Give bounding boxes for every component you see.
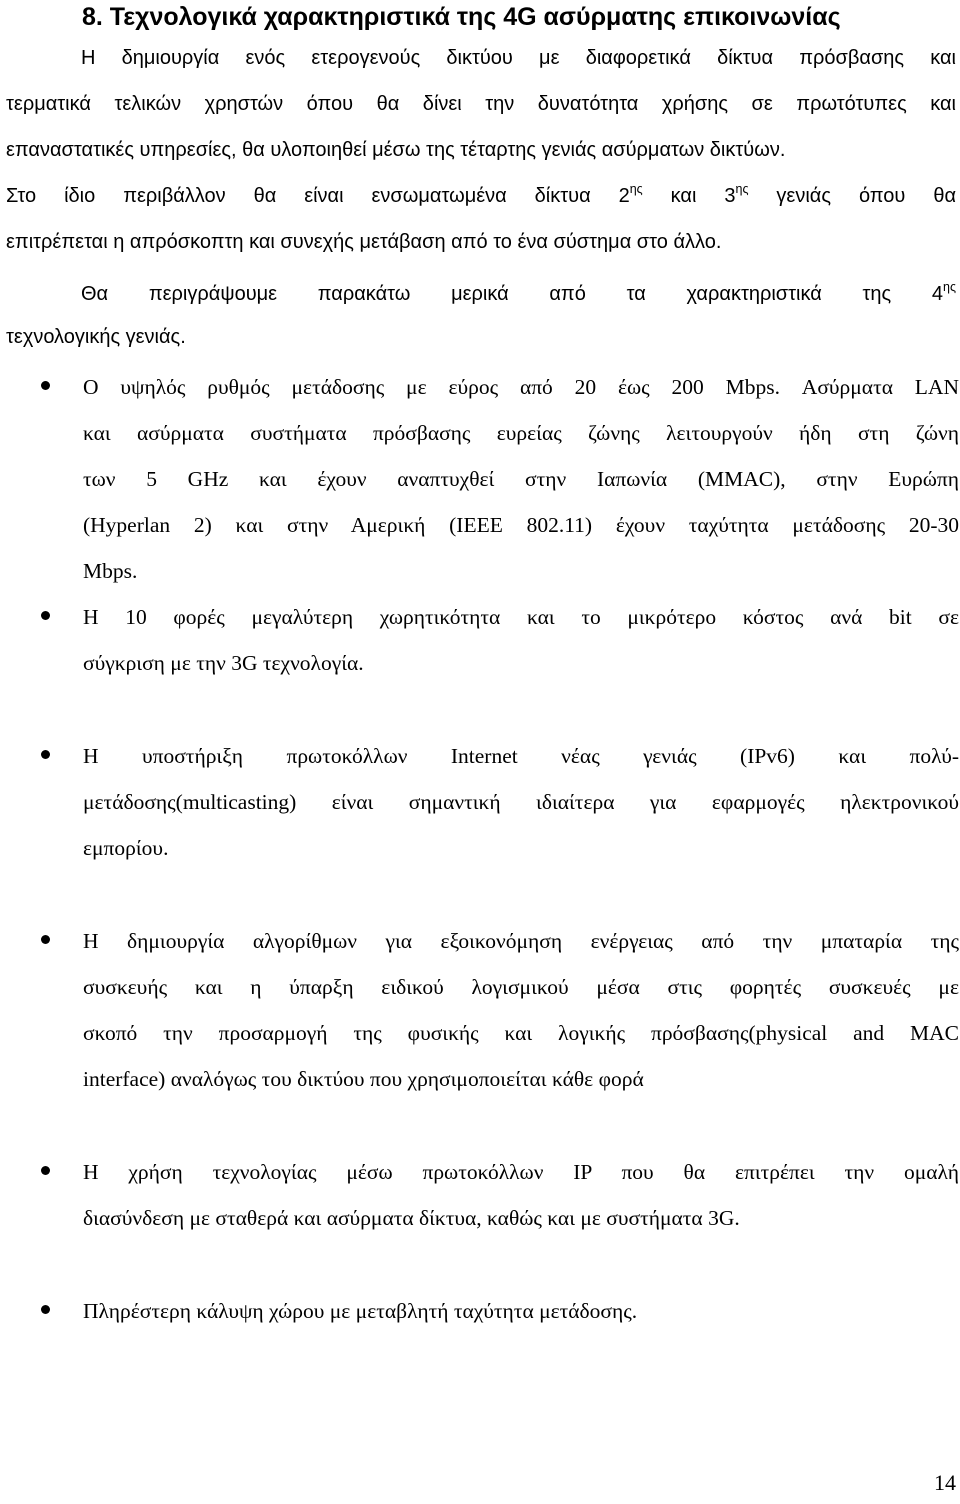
superscript: ης — [943, 280, 956, 294]
bullet-line: σκοπό την προσαρμογή της φυσικής και λογικής πρόσβασης(physical and MAC — [83, 1021, 959, 1045]
bullet-line: Η 10 φορές μεγαλύτερη χωρητικότητα και το μικρότερο κόστος ανά bit σε — [83, 605, 959, 629]
bullet-line: interface) αναλόγως του δικτύου που χρησιμοποιείται κάθε φορά — [83, 1067, 644, 1091]
superscript: ης — [735, 182, 749, 196]
describe-paragraph — [6, 271, 956, 357]
bullet-item — [83, 364, 959, 594]
intro-text: γενιάς όπου θα — [748, 185, 956, 207]
bullet-line: διασύνδεση με σταθερά και ασύρματα δίκτυα, καθώς και με συστήματα 3G. — [83, 1206, 740, 1230]
bullet-line: Η υποστήριξη πρωτοκόλλων Internet νέας γενιάς (IPv6) και πολύ- — [83, 744, 959, 768]
intro-line — [6, 173, 956, 219]
bullet-item — [83, 1149, 959, 1241]
bullet-line: Η δημιουργία αλγορίθμων για εξοικονόμηση ενέργειας από την μπαταρία της — [83, 929, 959, 953]
intro-line: επαναστατικές υπηρεσίες, θα υλοποιηθεί μέσω της τέταρτης γενιάς ασύρματων δικτύων. — [6, 139, 786, 161]
superscript: ης — [629, 182, 643, 196]
bullet-line: και ασύρματα συστήματα πρόσβασης ευρείας ζώνης λειτουργούν ήδη στη ζώνη — [83, 421, 959, 445]
bullet-line: Ο υψηλός ρυθμός μετάδοσης με εύρος από 20 έως 200 Mbps. Ασύρματα LAN — [83, 375, 959, 399]
describe-line: τεχνολογικής γενιάς. — [6, 326, 186, 348]
bullet-line: Η χρήση τεχνολογίας μέσω πρωτοκόλλων IP που θα επιτρέπει την ομαλή — [83, 1160, 959, 1184]
intro-text: Στο ίδιο περιβάλλον θα είναι ενσωματωμένα δίκτυα 2 — [6, 185, 630, 207]
bullet-item — [83, 918, 959, 1102]
bullet-icon — [41, 750, 50, 759]
bullet-icon — [41, 1305, 50, 1314]
section-heading: 8. Τεχνολογικά χαρακτηριστικά της 4G ασύρματης επικοινωνίας — [82, 3, 841, 31]
bullet-line: συσκευής και η ύπαρξη ειδικού λογισμικού μέσα στις φορητές συσκευές με — [83, 975, 959, 999]
bullet-item — [83, 594, 959, 686]
describe-line — [6, 271, 956, 317]
page-number: 14 — [934, 1470, 956, 1495]
bullet-line: εμπορίου. — [83, 836, 169, 860]
bullet-icon — [41, 611, 50, 620]
bullet-item — [83, 1288, 959, 1334]
bullet-line: των 5 GHz και έχουν αναπτυχθεί στην Ιαπωνία (MMAC), στην Ευρώπη — [83, 467, 959, 491]
bullet-line: Mbps. — [83, 559, 138, 583]
intro-line: Η δημιουργία ενός ετερογενούς δικτύου με διαφορετικά δίκτυα πρόσβασης και — [81, 47, 956, 69]
bullet-line: μετάδοσης(multicasting) είναι σημαντική ιδιαίτερα για εφαρμογές ηλεκτρονικού — [83, 790, 959, 814]
intro-line: επιτρέπεται η απρόσκοπτη και συνεχής μετάβαση από το ένα σύστημα στο άλλο. — [6, 231, 722, 253]
bullet-line: (Hyperlan 2) και στην Αμερική (IEEE 802.11) έχουν ταχύτητα μετάδοσης 20-30 — [83, 513, 959, 537]
intro-text: και 3 — [642, 185, 736, 207]
bullet-line: σύγκριση με την 3G τεχνολογία. — [83, 651, 364, 675]
bullet-icon — [41, 381, 50, 390]
describe-text: Θα περιγράψουμε παρακάτω μερικά από τα χαρακτηριστικά της 4 — [81, 283, 944, 305]
intro-paragraph — [6, 35, 956, 265]
bullet-item — [83, 733, 959, 871]
bullet-icon — [41, 1166, 50, 1175]
intro-line: τερματικά τελικών χρηστών όπου θα δίνει την δυνατότητα χρήσης σε πρωτότυπες και — [6, 93, 956, 115]
bullet-icon — [41, 935, 50, 944]
bullet-line: Πληρέστερη κάλυψη χώρου με μεταβλητή ταχύτητα μετάδοσης. — [83, 1299, 638, 1323]
